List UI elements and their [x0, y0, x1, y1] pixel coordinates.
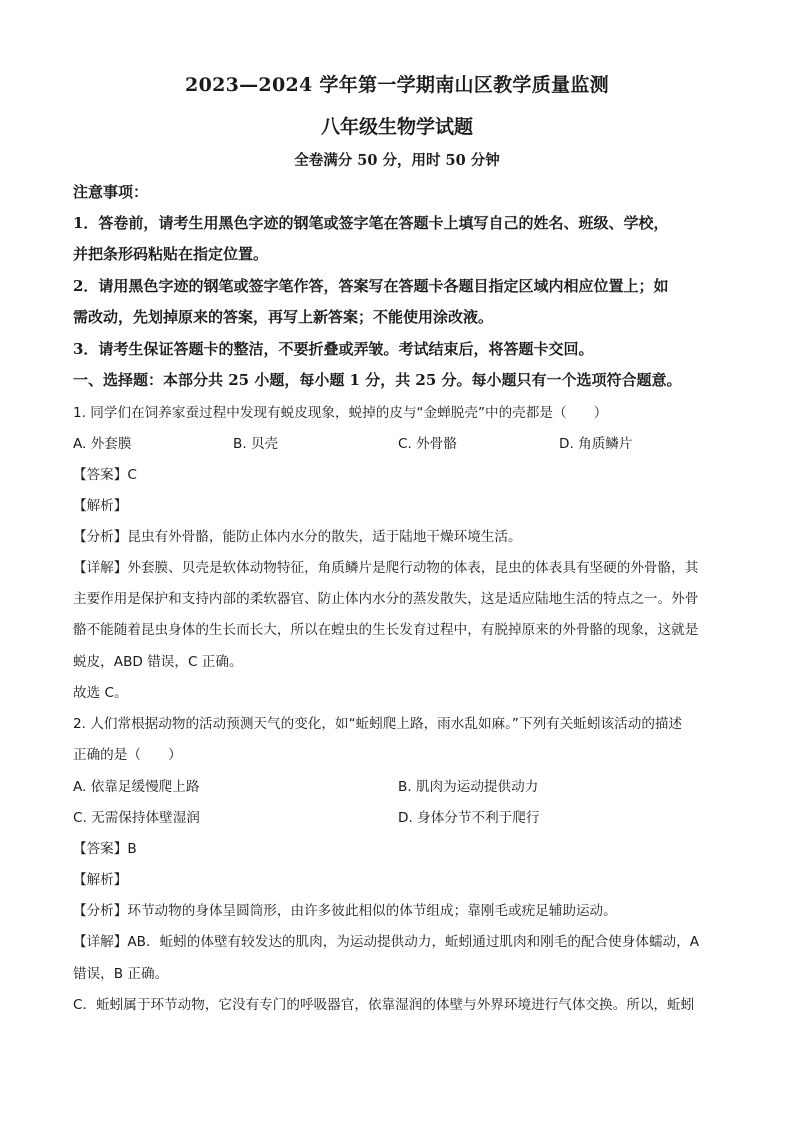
- q1-detail-line-1: [73, 556, 723, 576]
- q2-fenxi-text: 环节动物的身体呈圆筒形，由许多彼此相似的体节组成；靠刚毛或疣足辅助运动。: [127, 903, 617, 919]
- exam-title: 2023—2024 学年第一学期南山区教学质量监测: [185, 74, 609, 96]
- q2-answer-value: B: [127, 841, 137, 857]
- q1-option-d: D. 角质鳞片: [559, 436, 633, 452]
- q2-detail-text-1: AB．蚯蚓的体壁有较发达的肌肉，为运动提供动力，蚯蚓通过肌肉和刚毛的配合使身体蠕动，A: [127, 934, 700, 950]
- q2-option-c: C. 无需保持体壁湿润: [73, 810, 200, 826]
- q2-option-a: A. 依靠足缓慢爬上路: [73, 779, 200, 795]
- q1-detail-line-4: 蜕皮，ABD 错误，C 正确。: [73, 654, 243, 670]
- notice-heading: 注意事项：: [73, 183, 149, 201]
- q1-fenxi: [73, 525, 723, 545]
- notice-item-1-line-1: 1．答卷前，请考生用黑色字迹的钢笔或签字笔在答题卡上填写自己的姓名、班级、学校，: [73, 214, 669, 232]
- q2-answer-label: 【答案】: [73, 841, 128, 857]
- q1-detail-line-2: 主要作用是保护和支持内部的柔软器官、防止体内水分的蒸发散失，这是适应陆地生活的特点之一。外骨: [73, 591, 699, 607]
- q2-analysis-label: 【解析】: [73, 872, 128, 888]
- q2-option-b: B. 肌肉为运动提供动力: [398, 779, 539, 795]
- q2-detail-line-2: 错误，B 正确。: [73, 966, 169, 982]
- notice-item-3: 3．请考生保证答题卡的整洁，不要折叠或弄皱。考试结束后，将答题卡交回。: [73, 340, 594, 358]
- q2-fenxi-label: 【分析】: [73, 903, 128, 919]
- exam-subtitle: 八年级生物学试题: [320, 116, 473, 138]
- q1-answer: [73, 463, 723, 483]
- q2-detail-line-1: [73, 930, 723, 950]
- q1-fenxi-label: 【分析】: [73, 529, 128, 545]
- section-1-heading: 一、选择题：本部分共 25 小题，每小题 1 分，共 25 分。每小题只有一个选项符合题意。: [73, 371, 682, 389]
- notice-item-2-line-1: 2．请用黑色字迹的钢笔或签字笔作答，答案写在答题卡各题目指定区域内相应位置上；如: [73, 277, 669, 295]
- q1-stem: 1. 同学们在饲养家蚕过程中发现有蜕皮现象，蜕掉的皮与“金蝉脱壳”中的壳都是（ ）: [73, 405, 608, 421]
- q2-detail-label: 【详解】: [73, 934, 128, 950]
- q1-analysis-label: 【解析】: [73, 498, 128, 514]
- q1-option-a: A. 外套膜: [73, 436, 132, 452]
- q1-answer-value: C: [127, 467, 137, 483]
- q2-detail-line-3: C．蚯蚓属于环节动物，它没有专门的呼吸器官，依靠湿润的体壁与外界环境进行气体交换。所以，蚯蚓: [73, 997, 695, 1013]
- q1-detail-label: 【详解】: [73, 560, 128, 576]
- q2-fenxi: [73, 899, 723, 919]
- q1-conclusion: 故选 C。: [73, 685, 128, 701]
- q2-answer: [73, 837, 723, 857]
- q2-stem-line-1: 2. 人们常根据动物的活动预测天气的变化，如“蚯蚓爬上路，雨水乱如麻。”下列有关蚯蚓该活动的描述: [73, 716, 683, 732]
- q2-option-d: D. 身体分节不利于爬行: [398, 810, 540, 826]
- q1-option-b: B. 贝壳: [233, 436, 279, 452]
- q1-option-c: C. 外骨骼: [398, 436, 457, 452]
- q1-detail-line-3: 骼不能随着昆虫身体的生长而长大，所以在蝗虫的生长发育过程中，有脱掉原来的外骨骼的现象，这就是: [73, 622, 699, 638]
- notice-item-2-line-2: 需改动，先划掉原来的答案，再写上新答案；不能使用涂改液。: [73, 308, 494, 326]
- q1-answer-label: 【答案】: [73, 467, 128, 483]
- notice-item-1-line-2: 并把条形码粘贴在指定位置。: [73, 245, 269, 263]
- q1-fenxi-text: 昆虫有外骨骼，能防止体内水分的散失，适于陆地干燥环境生活。: [127, 529, 522, 545]
- q2-stem-line-2: 正确的是（ ）: [73, 747, 182, 763]
- q1-detail-text-1: 外套膜、贝壳是软体动物特征，角质鳞片是爬行动物的体表，昆虫的体表具有坚硬的外骨骼，其: [127, 560, 699, 576]
- exam-info: 全卷满分 50 分，用时 50 分钟: [294, 152, 500, 169]
